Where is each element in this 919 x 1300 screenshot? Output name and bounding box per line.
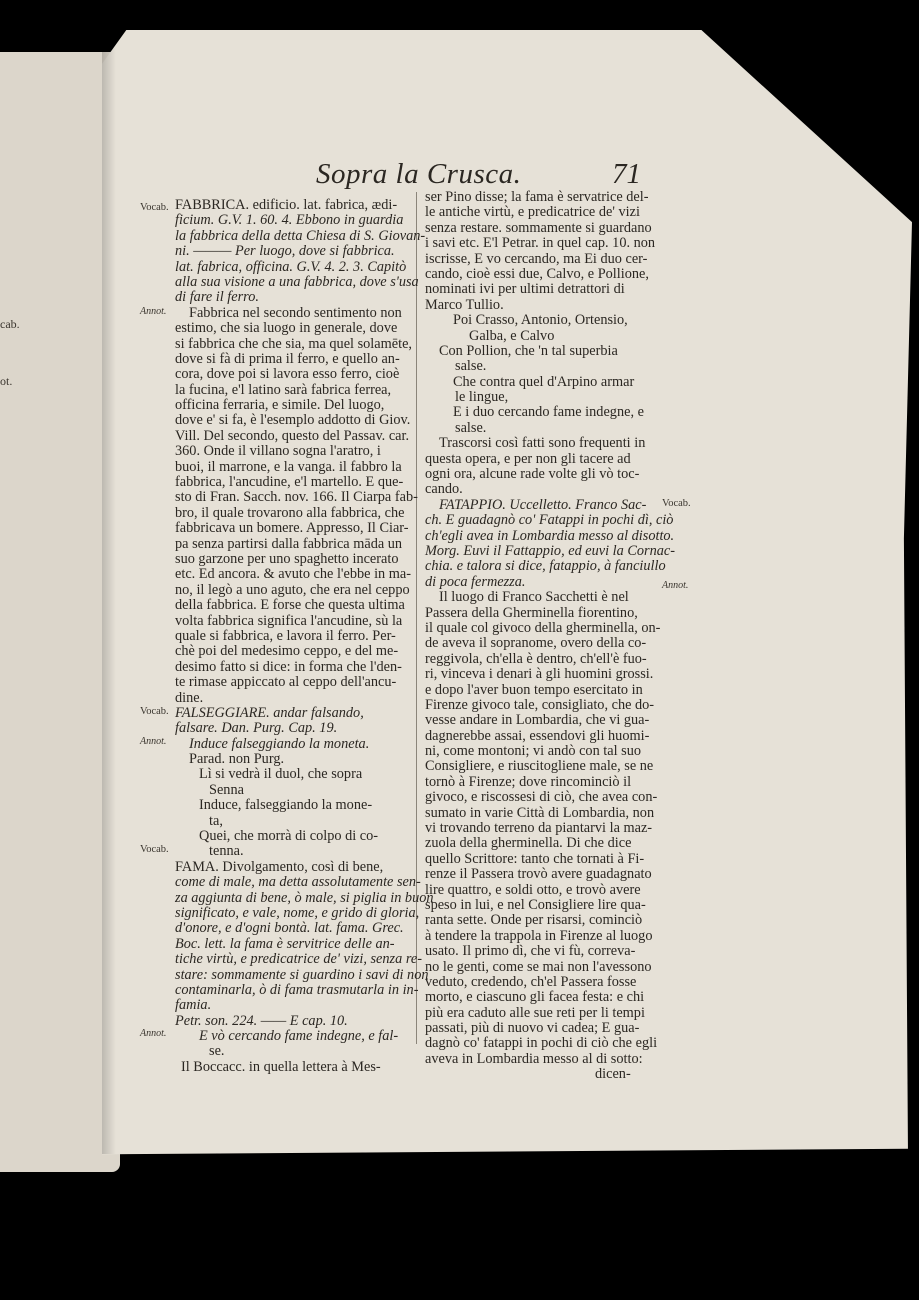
- text-line: veduto, credendo, ch'el Passera fosse: [425, 973, 637, 990]
- text-line: Fabbrica nel secondo sentimento non: [189, 304, 402, 321]
- text-line: dicen-: [595, 1066, 631, 1083]
- text-line: no le genti, come se mai non l'avessono: [425, 958, 652, 975]
- text-line: le lingue,: [455, 389, 509, 406]
- text-line: ch'egli avea in Lombardia messo al disotto.: [425, 527, 675, 544]
- text-line: il quale col givoco della gherminella, on-: [425, 619, 661, 636]
- text-line: Induce, falseggiando la mone-: [199, 797, 373, 814]
- text-line: volta fabbrica significa l'ancudine, sù la: [175, 612, 403, 629]
- text-line: Senna: [209, 781, 244, 798]
- text-line: zuola della gherminella. Di che dice: [425, 835, 632, 852]
- margin-note: Vocab.: [140, 844, 169, 855]
- text-line: officina ferraria, e simile. Del luogo,: [175, 397, 385, 414]
- text-line: givoco, e riscossesi di ciò, che avea con-: [425, 789, 658, 806]
- text-line: pa senza partirsi dalla fabbrica māda un: [175, 535, 403, 552]
- text-line: quello Scrittore: tanto che tornati à Fi-: [425, 850, 645, 867]
- text-line: ri, vinceva i denari à gli huomini grossi.: [425, 666, 654, 683]
- text-line: stare: sommamente si guardino i savi di non: [175, 966, 429, 983]
- text-line: no, il legò a uno aguto, che era nel ceppo: [175, 581, 410, 598]
- text-line: za aggiunta di bene, ò male, si piglia in buon: [175, 889, 434, 906]
- text-line: sumato in varie Città di Lombardia, non: [425, 804, 655, 821]
- text-line: senza restare. sommamente si guardano: [425, 219, 652, 236]
- text-line: ser Pino disse; la fama è servatrice del-: [425, 189, 649, 205]
- text-line: di poca fermezza.: [425, 573, 526, 590]
- text-line: la fabbrica della detta Chiesa di S. Giovan-: [175, 227, 426, 244]
- text-column-left: [175, 198, 434, 1075]
- text-line: vi trovando terreno da piantarvi la maz-: [425, 820, 653, 837]
- text-line: Galba, e Calvo: [469, 327, 555, 344]
- text-line: ranta sette. Onde per risarsi, cominciò: [425, 912, 643, 929]
- text-line: vesse andare in Lombardia, che vi gua-: [425, 712, 650, 729]
- text-line: lire quattro, e soldi otto, e trovò avere: [425, 881, 641, 898]
- text-line: ta,: [209, 812, 223, 829]
- left-page-fragment: ot.: [0, 374, 13, 388]
- text-line: Passera della Gherminella fiorentino,: [425, 604, 638, 621]
- text-line: usato. Il primo dì, che vi fù, correva-: [425, 943, 636, 960]
- margin-note: Vocab.: [140, 706, 169, 717]
- text-line: Poi Crasso, Antonio, Ortensio,: [453, 312, 628, 329]
- text-line: alla sua visione a una fabbrica, dove s'usa: [175, 273, 419, 290]
- text-line: Quei, che morrà di colpo di co-: [199, 828, 379, 845]
- text-line: Firenze givoco tale, consigliato, che do-: [425, 696, 655, 713]
- margin-note: Vocab.: [662, 498, 691, 509]
- text-line: ogni ora, alcune rade volte gli vò toc-: [425, 466, 640, 483]
- text-line: d'onore, e d'ogni bontà. lat. fama. Grec.: [175, 920, 404, 937]
- running-header: Sopra la Crusca.: [316, 158, 522, 190]
- text-line: Con Pollion, che 'n tal superbia: [439, 342, 618, 359]
- text-line: di fare il ferro.: [175, 289, 259, 306]
- text-line: E i duo cercando fame indegne, e: [453, 404, 644, 421]
- text-line: 360. Onde il villano sogna l'aratro, i: [175, 443, 381, 460]
- text-line: FAMA. Divolgamento, così di bene,: [175, 858, 384, 875]
- text-line: più era caduto alle sue reti per li tempi: [425, 1004, 645, 1021]
- page-number: 71: [612, 158, 641, 190]
- text-line: iscrisse, E vo cercando, ma Ei duo cer-: [425, 250, 648, 267]
- text-line: bro, il quale trovarono alla fabbrica, che: [175, 504, 405, 521]
- text-line: Trascorsi così fatti sono frequenti in: [439, 435, 646, 452]
- text-line: dagnò co' fatappi in pochi di ciò che egli: [425, 1035, 658, 1052]
- text-line: chè poi del medesimo ceppo, e del me-: [175, 643, 399, 660]
- text-line: Lì si vedrà il duol, che sopra: [199, 766, 363, 783]
- text-line: cora, dove poi si lavora esso ferro, cioè: [175, 366, 400, 383]
- text-line: della fabbrica. E forse che questa ultima: [175, 597, 405, 614]
- left-page-fragment: cab.: [0, 317, 20, 331]
- text-line: Parad. non Purg.: [189, 751, 285, 768]
- text-line: cando.: [425, 481, 463, 498]
- text-line: buoi, il marrone, e la vanga. il fabbro la: [175, 458, 402, 475]
- text-line: desimo fatto si dice: in forma che l'den-: [175, 658, 402, 675]
- text-line: morto, e ciascuno gli facea festa: e chi: [425, 989, 645, 1006]
- text-line: ni, come montoni; vi andò con tal suo: [425, 743, 642, 760]
- text-line: aveva in Lombardia messo al di sotto:: [425, 1050, 643, 1067]
- margin-note: Annot.: [662, 580, 689, 591]
- margin-note: Annot.: [140, 306, 167, 317]
- text-line: Induce falseggiando la moneta.: [189, 735, 370, 752]
- text-line: si fabbrica che che sia, ma quel solamēte,: [175, 335, 412, 352]
- text-line: ch. E guadagnò co' Fatappi in pochi dì, ciò: [425, 512, 674, 529]
- margin-note: Annot.: [140, 1028, 167, 1039]
- text-line: fabbrica, l'ancudine, e'l martello. E que-: [175, 474, 404, 491]
- text-line: cando, cioè essi due, Calvo, e Pollione,: [425, 265, 649, 282]
- text-line: sto di Fran. Sacch. nov. 166. Il Ciarpa fab-: [175, 489, 418, 506]
- text-column-right: [425, 190, 675, 1083]
- margin-note: Annot.: [140, 736, 167, 747]
- text-line: dove e' si fa, è l'esemplo addotto di Giov.: [175, 412, 411, 429]
- text-line: lat. fabrica, officina. G.V. 4. 2. 3. Capitò: [175, 258, 407, 275]
- text-line: Che contra quel d'Arpino armar: [453, 373, 635, 390]
- text-line: dagnerebbe assai, essendovi gli huomi-: [425, 727, 650, 744]
- text-line: quale si fabbrica, e lavora il ferro. Per-: [175, 627, 396, 644]
- text-line: estimo, che sia luogo in generale, dove: [175, 320, 398, 337]
- text-line: se.: [209, 1043, 225, 1060]
- text-line: dine.: [175, 689, 204, 706]
- text-line: Il luogo di Franco Sacchetti è nel: [439, 589, 629, 606]
- text-line: questa opera, e per non gli tacere ad: [425, 450, 631, 467]
- text-line: FATAPPIO. Uccelletto. Franco Sac-: [439, 496, 647, 513]
- text-line: Il Boccacc. in quella lettera à Mes-: [181, 1058, 381, 1075]
- text-line: tornò à Firenze; dove rincominciò il: [425, 773, 632, 790]
- text-line: passati, più di nuovo vi cadea; E gua-: [425, 1020, 640, 1037]
- text-line: FABBRICA. edificio. lat. fabrica, ædi-: [175, 197, 398, 213]
- text-line: ficium. G.V. 1. 60. 4. Ebbono in guardia: [175, 212, 404, 229]
- text-line: nominati ivi per ultimi detrattori di: [425, 281, 625, 298]
- text-line: i savi etc. E'l Petrar. in quel cap. 10. non: [425, 235, 656, 252]
- text-line: la fucina, e'l latino sarà fabrica ferrea,: [175, 381, 392, 398]
- text-line: Vill. Del secondo, questo del Passav. car.: [175, 427, 410, 444]
- margin-note: Vocab.: [140, 202, 169, 213]
- text-line: salse.: [455, 419, 487, 436]
- text-line: dove si fà di prima il ferro, e quello an-: [175, 350, 400, 367]
- text-line: salse.: [455, 358, 487, 375]
- text-line: famia.: [175, 997, 212, 1014]
- text-line: e dopo l'aver buon tempo esercitato in: [425, 681, 643, 698]
- text-line: fabbricava un bomere. Appresso, Il Ciar-: [175, 520, 409, 537]
- page-gutter-shadow: [102, 34, 116, 1154]
- text-line: etc. Ed ancora. & avuto che l'ebbe in ma-: [175, 566, 411, 583]
- text-line: falsare. Dan. Purg. Cap. 19.: [175, 720, 338, 737]
- text-line: Marco Tullio.: [425, 296, 504, 313]
- text-line: E vò cercando fame indegne, e fal-: [199, 1028, 399, 1045]
- text-line: reggivola, ch'ella è dentro, ch'ell'è fuo-: [425, 650, 647, 667]
- text-line: Consigliere, e riuscitogliene male, se ne: [425, 758, 654, 775]
- text-line: contaminarla, ò di fama trasmutarla in in-: [175, 981, 419, 998]
- text-line: significato, e vale, nome, e grido di gloria,: [175, 904, 420, 921]
- text-line: à tendere la trappola in Firenze al luogo: [425, 927, 653, 944]
- text-line: chia. e talora si dice, fatappio, à fanciullo: [425, 558, 666, 575]
- text-line: Morg. Euvi il Fattappio, ed euvi la Cornac-: [425, 542, 676, 559]
- text-line: suo garzone per uno spaghetto incerato: [175, 550, 399, 567]
- text-line: renze il Passera trovò avere guadagnato: [425, 866, 652, 883]
- text-line: come di male, ma detta assolutamente sen-: [175, 874, 421, 891]
- text-line: ni. ——— Per luogo, dove si fabbrica.: [175, 243, 395, 260]
- text-line: speso in lui, e nel Consigliere lire qua-: [425, 896, 646, 913]
- text-line: tenna.: [209, 843, 244, 860]
- text-line: Boc. lett. la fama è servitrice delle an-: [175, 935, 395, 952]
- text-line: Petr. son. 224. —— E cap. 10.: [175, 1012, 348, 1029]
- text-line: de aveva il sopranome, overo della co-: [425, 635, 647, 652]
- text-line: te rimase appiccato al ceppo dell'ancu-: [175, 674, 397, 691]
- text-line: tiche virtù, e predicatrice de' vizi, senza re-: [175, 951, 422, 968]
- text-line: FALSEGGIARE. andar falsando,: [175, 704, 364, 721]
- text-line: le antiche virtù, e predicatrice de' vizi: [425, 204, 640, 221]
